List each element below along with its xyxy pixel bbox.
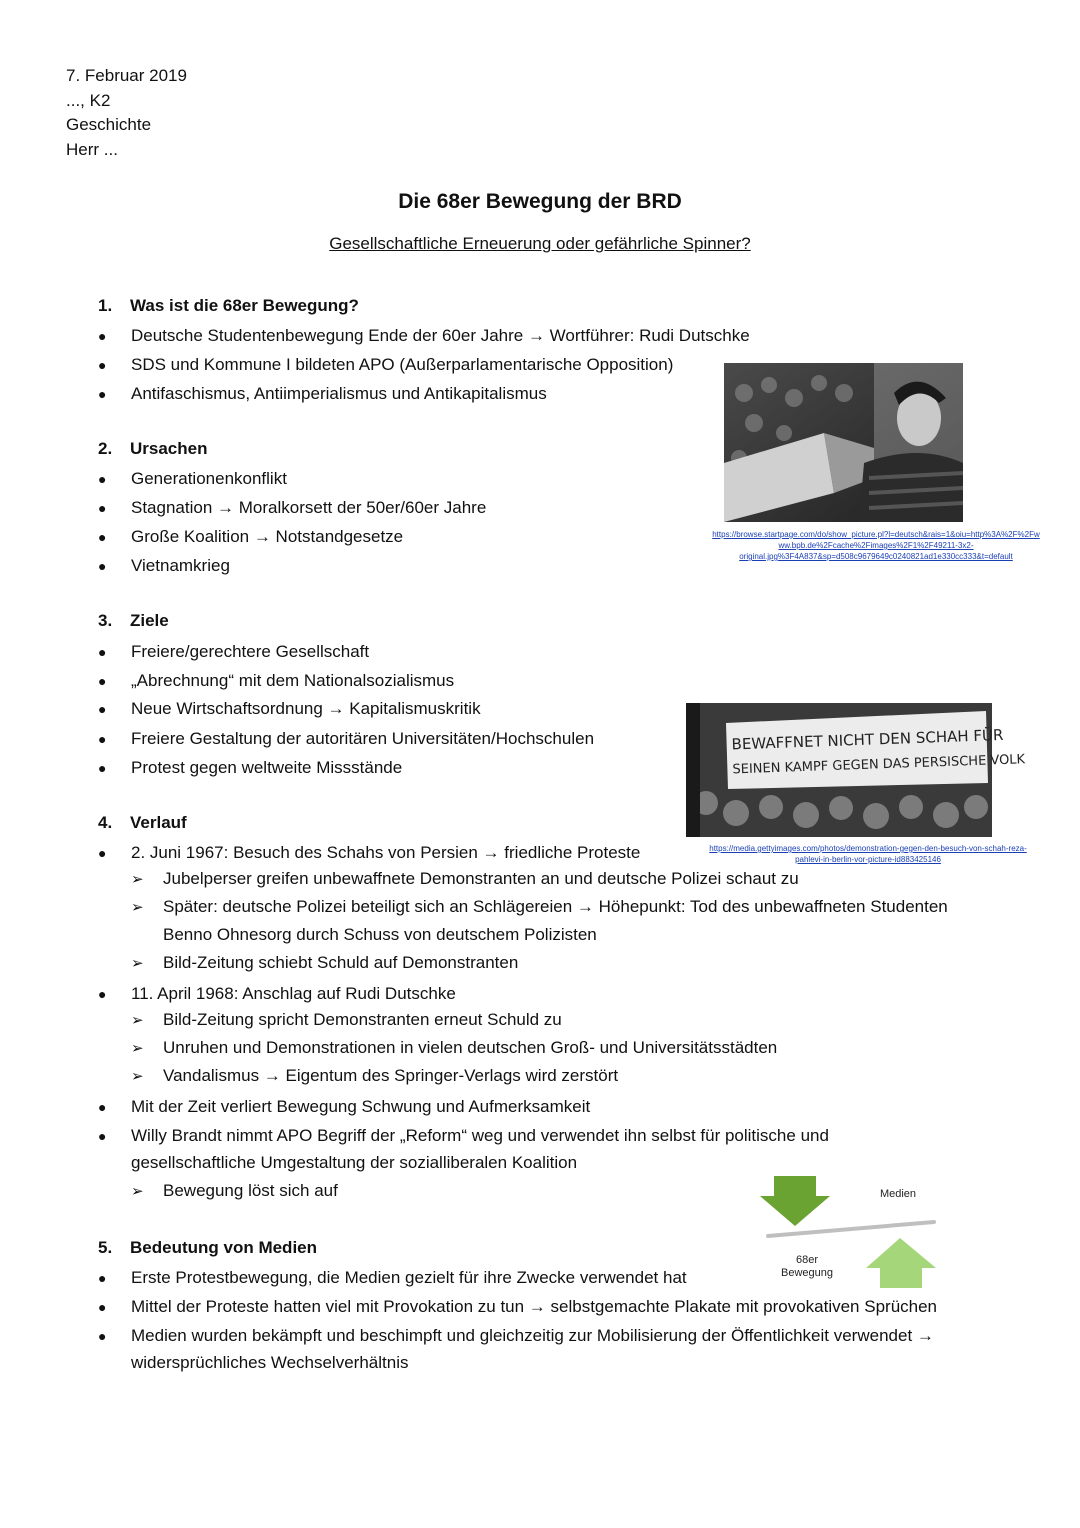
list-item: ● Große Koalition → Notstandgesetze [98, 523, 403, 551]
date-text: 7. Februar 2019 [66, 66, 187, 85]
page-title: Die 68er Bewegung der BRD [398, 190, 682, 213]
sub-list-item: ➢ Bewegung löst sich auf [131, 1181, 338, 1200]
bullet-dot-icon: ● [98, 760, 107, 776]
protest-banner-text: BEWAFFNET NICHT DEN SCHAH FÜR SEINEN KAMPF GEGEN DAS PERSISCHE VOLK [731, 725, 1026, 778]
list-item: ● Willy Brandt nimmt APO Begriff der „Reform“ weg und verwendet ihn selbst für politische und [98, 1122, 829, 1150]
diagram-label-medien: Medien [879, 1188, 917, 1200]
sub-list-item: ➢ Jubelperser greifen unbewaffnete Demonstranten an und deutsche Polizei schaut zu [131, 869, 799, 888]
list-item: ● Neue Wirtschaftsordnung → Kapitalismuskritik [98, 695, 481, 723]
list-item: ● Protest gegen weltweite Missstände [98, 754, 402, 782]
list-item: ● Freiere Gestaltung der autoritären Universitäten/Hochschulen [98, 725, 594, 753]
image-source-link[interactable]: https://browse.startpage.com/do/show_picture.pl?l=deutsch&rais=1&oiu=http%3A%2F%2Fw ww.bpb.de%2Fcache%2Fimages%2F1%2F49211-3x2- original.jpg%3F4A837&sp=d508c9679649c0240821ad1e330cc333&t=default [712, 530, 1040, 561]
bullet-dot-icon: ● [98, 845, 107, 861]
bullet-dot-icon: ● [98, 731, 107, 747]
image-source-link[interactable]: https://media.gettyimages.com/photos/demonstration-gegen-den-besuch-von-schah-reza- pahlevi-in-berlin-vor-picture-id883425146 [709, 844, 1027, 864]
arrowhead-bullet-icon: ➢ [131, 1183, 144, 1200]
bullet-dot-icon: ● [98, 357, 107, 373]
bullet-dot-icon: ● [98, 1299, 107, 1315]
list-item: ● SDS und Kommune I bildeten APO (Außerparlamentarische Opposition) [98, 351, 673, 379]
list-item: ● 2. Juni 1967: Besuch des Schahs von Persien → friedliche Proteste [98, 839, 640, 867]
bullet-dot-icon: ● [98, 1270, 107, 1286]
section-heading: 2. Ursachen [98, 439, 208, 458]
bullet-dot-icon: ● [98, 1128, 107, 1144]
arrowhead-bullet-icon: ➢ [131, 955, 144, 972]
bullet-dot-icon: ● [98, 1099, 107, 1115]
list-item: ● Mit der Zeit verliert Bewegung Schwung und Aufmerksamkeit [98, 1093, 590, 1121]
photo-dutschke-megaphone [724, 363, 963, 522]
arrowhead-bullet-icon: ➢ [131, 1040, 144, 1057]
list-item: ● Medien wurden bekämpft und beschimpft und gleichzeitig zur Mobilisierung der Öffentlichkeit verwendet → [98, 1322, 934, 1350]
teacher-text: Herr ... [66, 140, 118, 159]
page-subtitle: Gesellschaftliche Erneuerung oder gefährliche Spinner? [329, 234, 751, 253]
list-item: ● Antifaschismus, Antiimperialismus und Antikapitalismus [98, 380, 547, 408]
list-item-continuation: gesellschaftliche Umgestaltung der sozialliberalen Koalition [131, 1153, 578, 1172]
photo-protest-banner [686, 703, 1026, 837]
list-item-continuation: widersprüchliches Wechselverhältnis [131, 1353, 409, 1372]
course-text: ..., K2 [66, 91, 111, 110]
bullet-dot-icon: ● [98, 500, 107, 516]
bullet-dot-icon: ● [98, 986, 107, 1002]
sub-list-item: ➢ Unruhen und Demonstrationen in vielen deutschen Groß- und Universitätsstädten [131, 1038, 778, 1057]
bullet-dot-icon: ● [98, 558, 107, 574]
sub-list-item-continuation: Benno Ohnesorg durch Schuss von deutschem Polizisten [163, 925, 597, 944]
section-heading: 1. Was ist die 68er Bewegung? [98, 296, 359, 315]
diagram-label-bewegung: 68er Bewegung [781, 1254, 833, 1279]
down-arrow-icon [760, 1176, 830, 1226]
sub-list-item: ➢ Bild-Zeitung spricht Demonstranten erneut Schuld zu [131, 1010, 562, 1029]
list-item: ● Stagnation → Moralkorsett der 50er/60er Jahre [98, 494, 486, 522]
section-heading: 3. Ziele [98, 611, 169, 630]
section-heading: 5. Bedeutung von Medien [98, 1238, 317, 1257]
bullet-dot-icon: ● [98, 644, 107, 660]
arrowhead-bullet-icon: ➢ [131, 1012, 144, 1029]
sub-list-item: ➢ Später: deutsche Polizei beteiligt sich an Schlägereien → Höhepunkt: Tod des unbewaffneten Studenten [131, 897, 948, 916]
bullet-dot-icon: ● [98, 386, 107, 402]
sub-list-item: ➢ Bild-Zeitung schiebt Schuld auf Demonstranten [131, 953, 519, 972]
bullet-dot-icon: ● [98, 529, 107, 545]
media-relation-diagram [760, 1172, 940, 1292]
list-item: ● „Abrechnung“ mit dem Nationalsozialismus [98, 667, 454, 695]
list-item: ● Erste Protestbewegung, die Medien gezielt für ihre Zwecke verwendet hat [98, 1264, 687, 1292]
arrowhead-bullet-icon: ➢ [131, 871, 144, 888]
bullet-dot-icon: ● [98, 1328, 107, 1344]
list-item: ● Generationenkonflikt [98, 465, 287, 493]
list-item: ● Deutsche Studentenbewegung Ende der 60er Jahre → Wortführer: Rudi Dutschke [98, 322, 750, 350]
bullet-dot-icon: ● [98, 328, 107, 344]
subject-text: Geschichte [66, 115, 152, 134]
arrowhead-bullet-icon: ➢ [131, 899, 144, 916]
up-arrow-icon [866, 1238, 936, 1288]
bullet-dot-icon: ● [98, 701, 107, 717]
arrowhead-bullet-icon: ➢ [131, 1068, 144, 1085]
sub-list-item: ➢ Vandalismus → Eigentum des Springer-Verlags wird zerstört [131, 1066, 619, 1085]
list-item: ● Mittel der Proteste hatten viel mit Provokation zu tun → selbstgemachte Plakate mit provokativen Sprüchen [98, 1293, 937, 1321]
section-heading: 4. Verlauf [98, 813, 187, 832]
list-item: ● Freiere/gerechtere Gesellschaft [98, 638, 369, 666]
bullet-dot-icon: ● [98, 673, 107, 689]
bullet-dot-icon: ● [98, 471, 107, 487]
list-item: ● 11. April 1968: Anschlag auf Rudi Dutschke [98, 980, 456, 1008]
list-item: ● Vietnamkrieg [98, 552, 230, 580]
